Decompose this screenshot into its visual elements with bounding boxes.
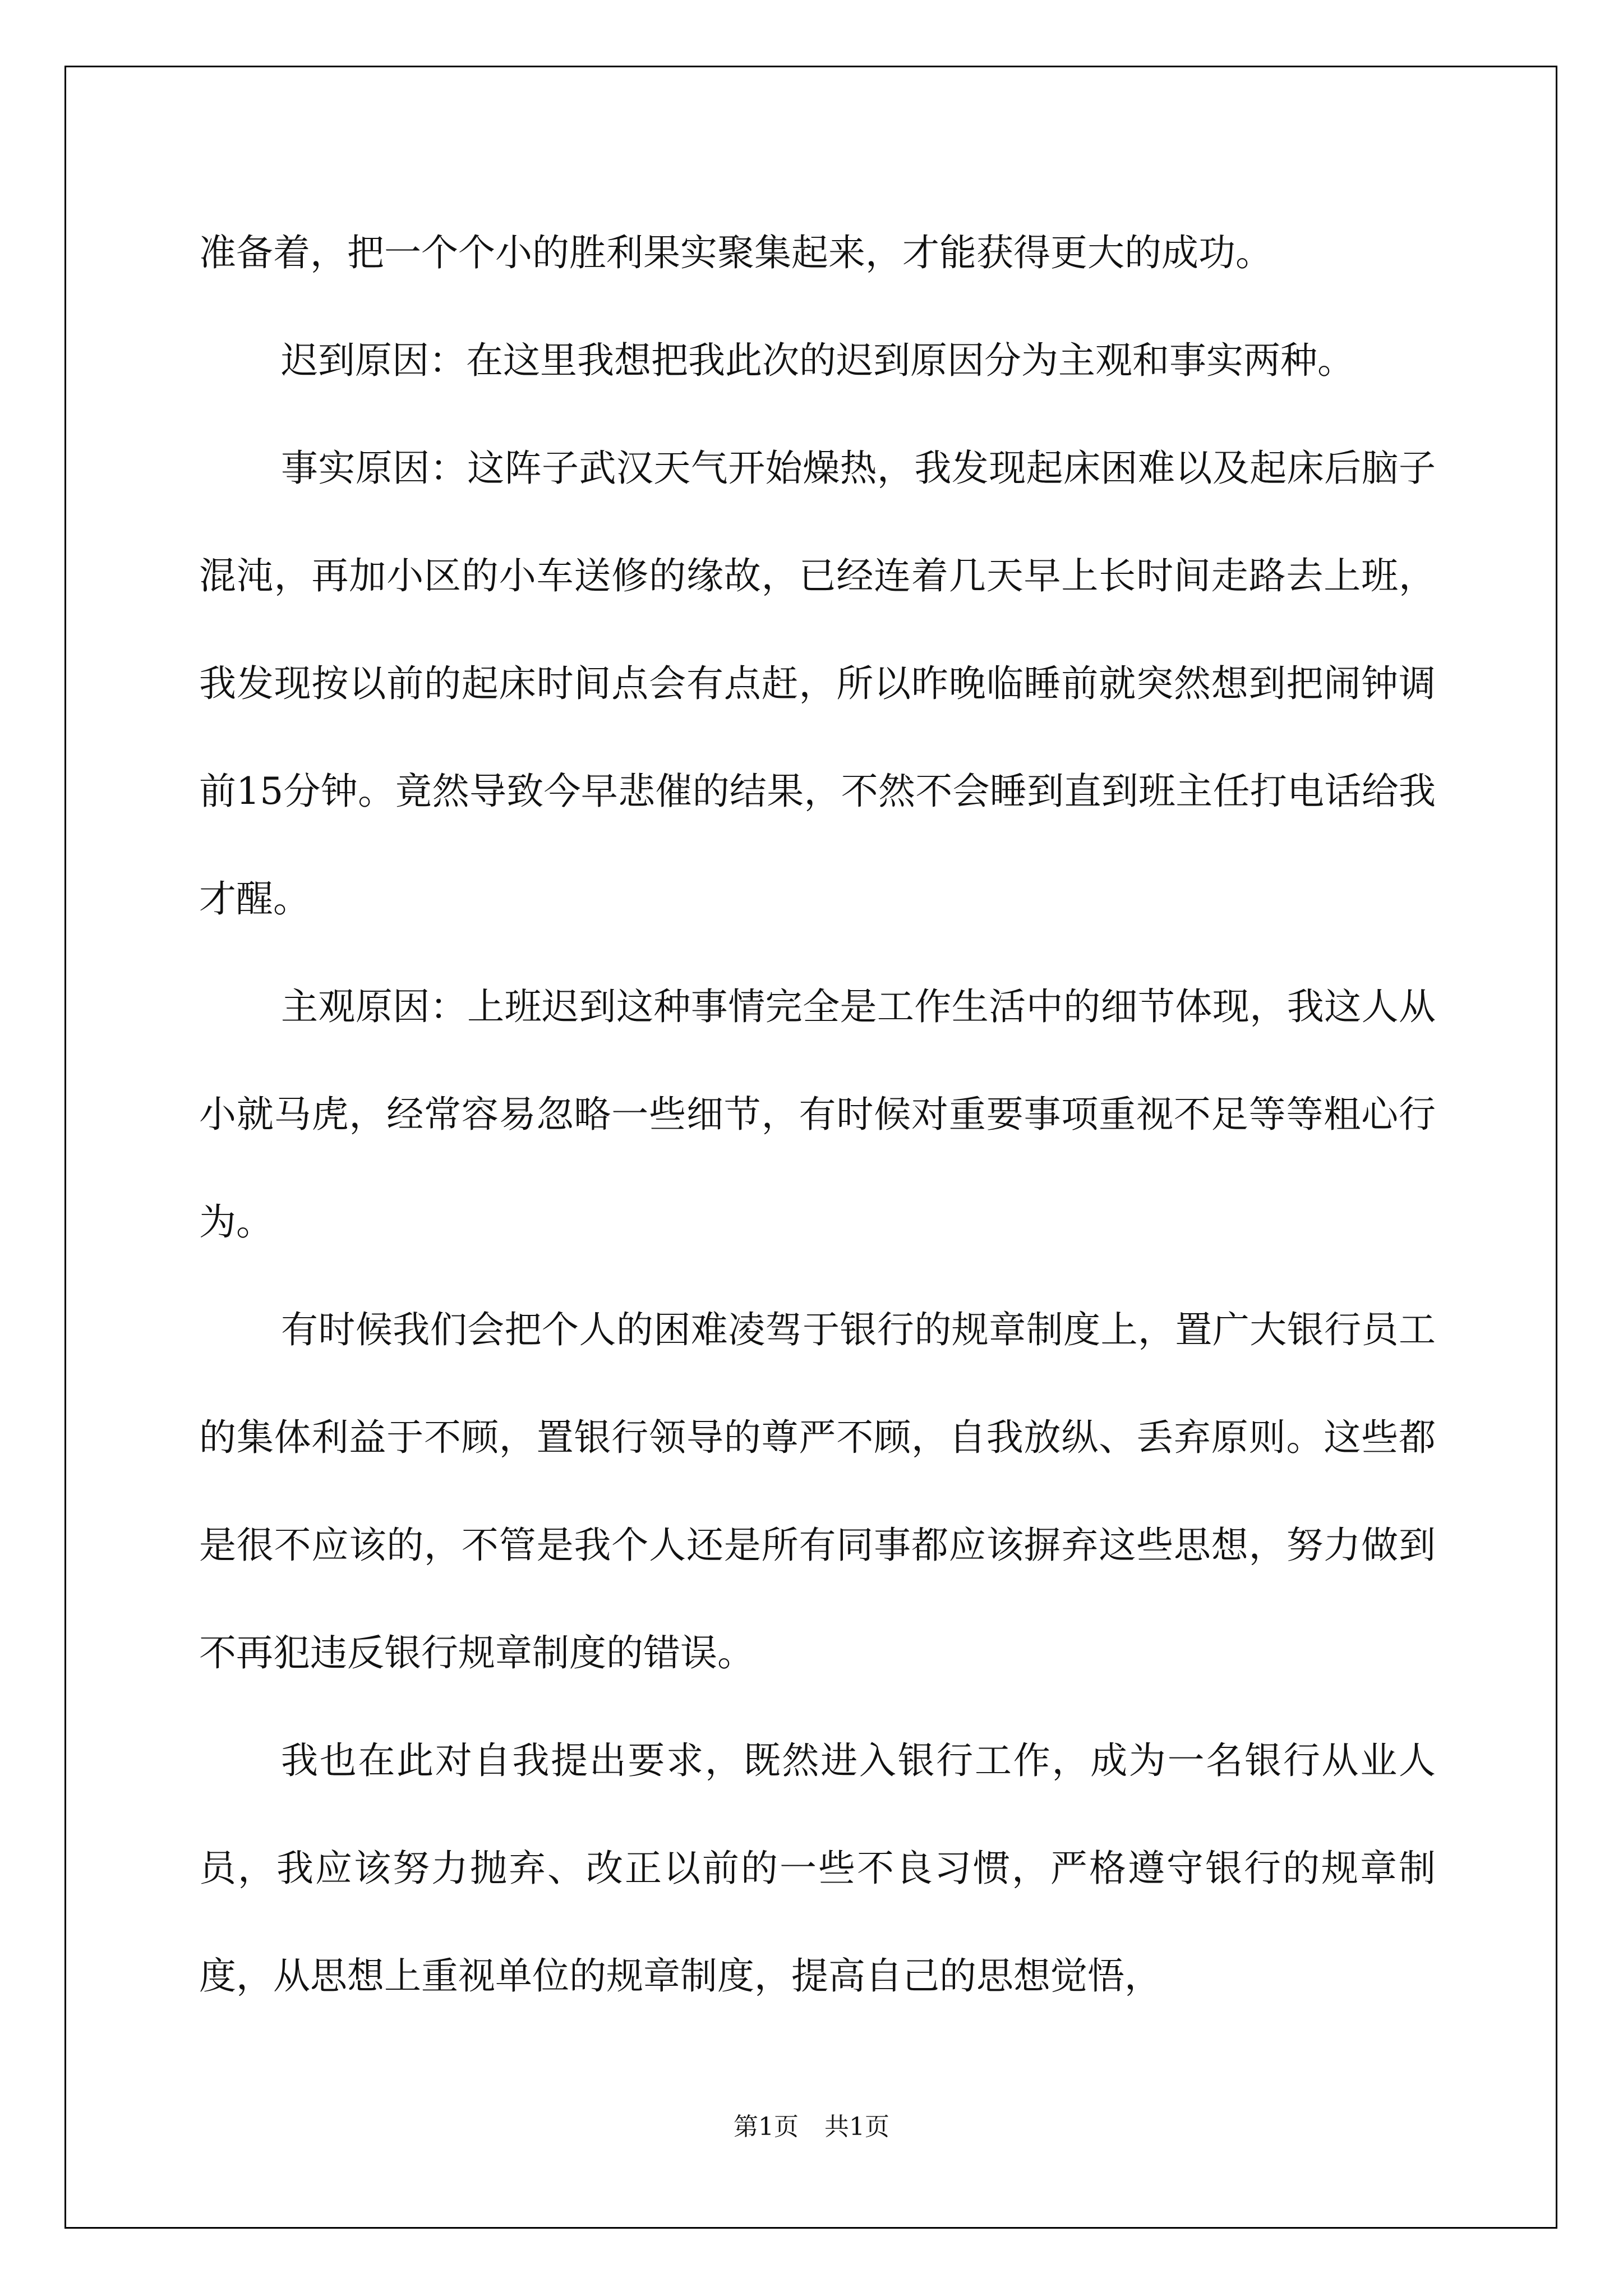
paragraph-late-reasons: 迟到原因：在这里我想把我此次的迟到原因分为主观和事实两种。 bbox=[281, 339, 1354, 382]
paragraph-factual-reasons: 事实原因：这阵子武汉天气开始燥热，我发现起床困难以及起床后脑子混沌，再加小区的小车送修的缘故，已经连着几天早上长时间走路去上班，我发现按以前的起床时间点会有点赶，所以昨晚临睡前就突然想到把闹钟调前15分钟。竟然导致今早悲催的结果，不然不会睡到直到班主任打电话给我才醒。 bbox=[199, 447, 1436, 921]
page-footer bbox=[0, 2106, 1623, 2142]
paragraph-bank-rules: 有时候我们会把个人的困难凌驾于银行的规章制度上，置广大银行员工的集体利益于不顾，置银行领导的尊严不顾，自我放纵、丢弃原则。这些都是很不应该的，不管是我个人还是所有同事都应该摒弃这些思想，努力做到不再犯违反银行规章制度的错误。 bbox=[199, 1308, 1436, 1674]
paragraph-continuation: 准备着，把一个个小的胜利果实聚集起来，才能获得更大的成功。 bbox=[199, 231, 1272, 274]
paragraph-self-requirements: 我也在此对自我提出要求，既然进入银行工作，成为一名银行从业人员，我应该努力抛弃、改正以前的一些不良习惯，严格遵守银行的规章制度，从思想上重视单位的规章制度，提高自己的思想觉悟， bbox=[199, 1739, 1436, 1998]
page-total: 共1页 bbox=[824, 2113, 889, 2141]
paragraph-subjective-reasons: 主观原因：上班迟到这种事情完全是工作生活中的细节体现，我这人从小就马虎，经常容易忽略一些细节，有时候对重要事项重视不足等等粗心行为。 bbox=[199, 985, 1436, 1244]
page-number: 第1页 bbox=[734, 2113, 799, 2141]
document-body bbox=[199, 199, 1436, 2030]
